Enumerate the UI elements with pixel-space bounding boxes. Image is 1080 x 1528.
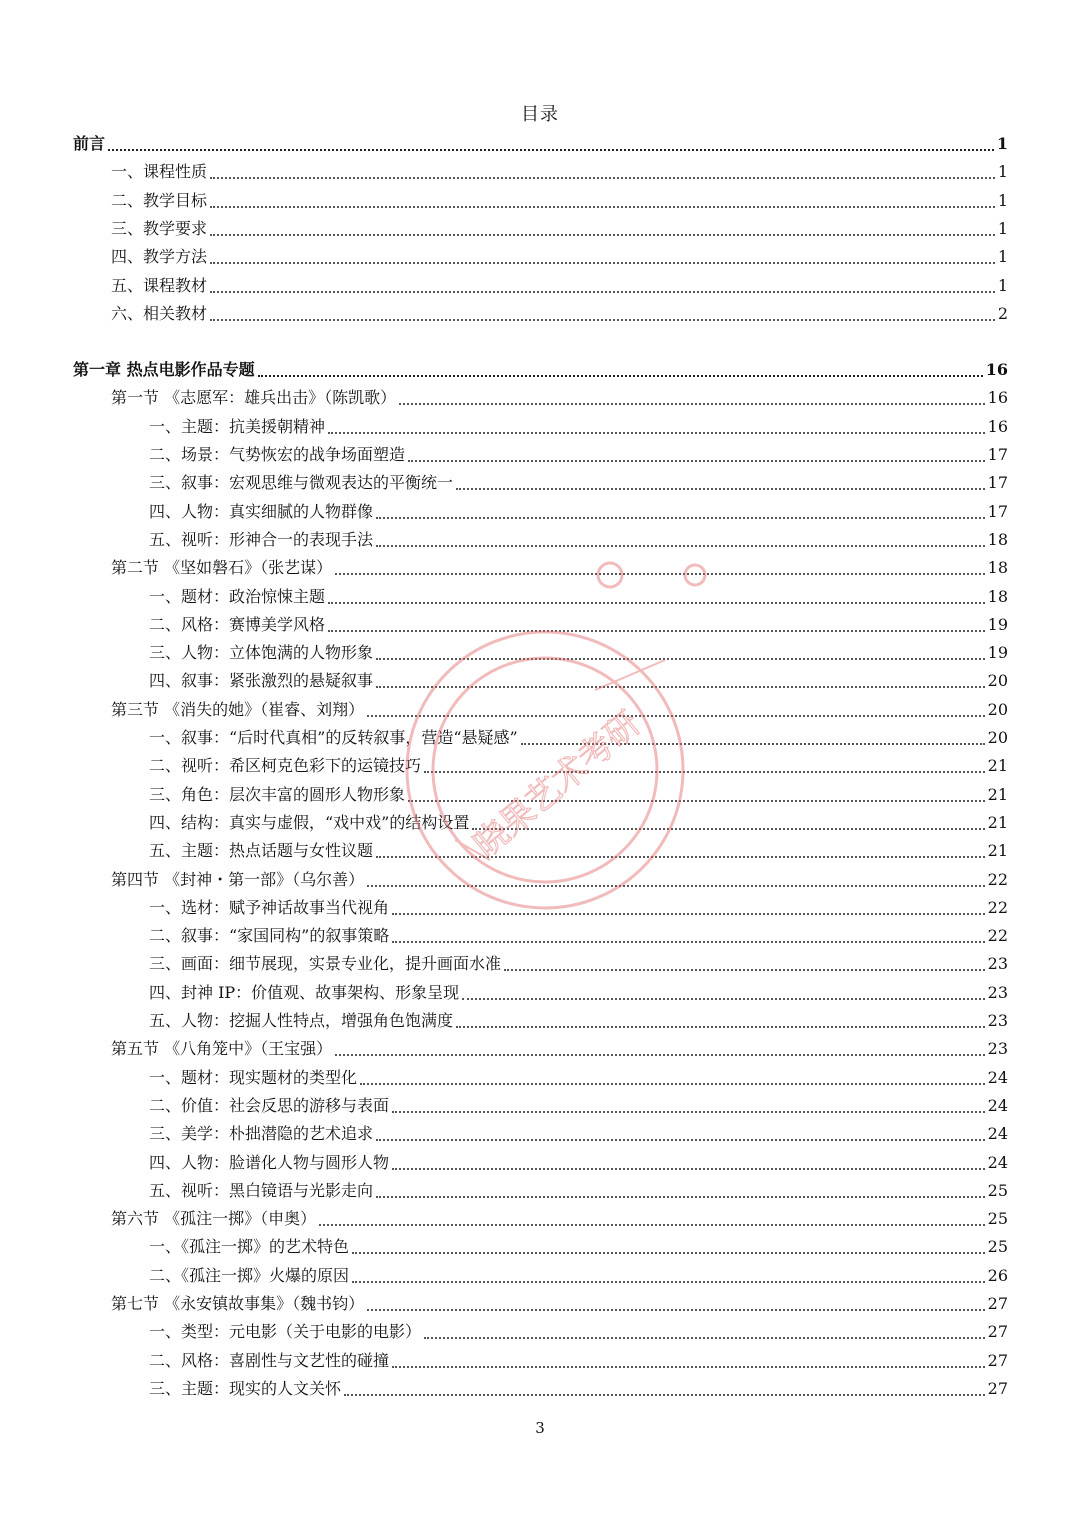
toc-entry-section[interactable] — [111, 1205, 1008, 1233]
toc-entry-page: 18 — [987, 586, 1008, 606]
toc-entry-label: 四、人物：真实细腻的人物群像 — [149, 501, 374, 521]
toc-dot-leader — [376, 658, 985, 660]
toc-entry-page: 18 — [987, 558, 1008, 578]
toc-dot-leader — [462, 998, 984, 1000]
toc-entry-page: 17 — [987, 473, 1008, 493]
toc-entry-label: 一、类型：元电影（关于电影的电影） — [149, 1322, 422, 1342]
toc-entry-item[interactable] — [149, 752, 1008, 780]
toc-entry-page: 23 — [987, 1039, 1008, 1059]
toc-dot-leader — [258, 375, 983, 377]
toc-dot-leader — [108, 149, 994, 151]
toc-dot-leader — [210, 177, 995, 179]
toc-entry-item[interactable] — [149, 894, 1008, 922]
toc-dot-leader — [210, 262, 995, 264]
toc-entry-page: 21 — [987, 812, 1008, 832]
toc-dot-leader — [376, 1139, 985, 1141]
toc-dot-leader — [376, 545, 985, 547]
toc-entry-label: 五、视听：黑白镜语与光影走向 — [149, 1180, 374, 1200]
toc-entry-page: 16 — [987, 388, 1008, 408]
toc-entry-page: 25 — [987, 1180, 1008, 1200]
toc-dot-leader — [210, 234, 995, 236]
toc-entry-page: 16 — [987, 416, 1008, 436]
toc-entry-page: 18 — [987, 529, 1008, 549]
toc-entry-item[interactable] — [149, 441, 1008, 469]
toc-entry-item[interactable] — [149, 526, 1008, 554]
toc-entry-item[interactable] — [149, 837, 1008, 865]
toc-entry-label: 二、《孤注一掷》火爆的原因 — [149, 1265, 350, 1285]
toc-entry-page: 23 — [987, 982, 1008, 1002]
toc-dot-leader — [335, 1054, 985, 1056]
toc-entry-label: 一、主题：抗美援朝精神 — [149, 416, 326, 436]
toc-entry-page: 24 — [987, 1095, 1008, 1115]
toc-dot-leader — [456, 488, 985, 490]
toc-entry-section[interactable] — [111, 158, 1008, 186]
toc-entry-label: 三、教学要求 — [111, 218, 208, 238]
toc-entry-item[interactable] — [149, 1149, 1008, 1177]
toc-entry-section[interactable] — [111, 696, 1008, 724]
toc-entry-item[interactable] — [149, 413, 1008, 441]
toc-entry-page: 20 — [987, 671, 1008, 691]
toc-entry-section[interactable] — [111, 243, 1008, 271]
toc-entry-label: 一、《孤注一掷》的艺术特色 — [149, 1237, 350, 1257]
toc-dot-leader — [328, 602, 985, 604]
toc-entry-page: 21 — [987, 756, 1008, 776]
toc-dot-leader — [376, 686, 985, 688]
toc-entry-label: 五、视听：形神合一的表现手法 — [149, 529, 374, 549]
toc-entry-page: 20 — [987, 699, 1008, 719]
toc-entry-label: 第二节 《坚如磐石》（张艺谋） — [111, 558, 333, 578]
toc-dot-leader — [392, 913, 985, 915]
toc-entry-page: 17 — [987, 445, 1008, 464]
toc-entry-page: 25 — [987, 1237, 1008, 1257]
toc-entry-page: 27 — [987, 1294, 1008, 1313]
toc-entry-label: 三、叙事：宏观思维与微观表达的平衡统一 — [149, 473, 454, 493]
toc-entry-section[interactable] — [111, 1035, 1008, 1063]
toc-entry-item[interactable] — [149, 979, 1008, 1007]
toc-dot-leader — [376, 856, 985, 858]
toc-entry-item[interactable] — [149, 1375, 1008, 1403]
toc-dot-leader — [367, 715, 985, 717]
toc-entry-item[interactable] — [149, 1318, 1008, 1346]
toc-entry-page: 27 — [987, 1322, 1008, 1342]
toc-entry-page: 24 — [987, 1067, 1008, 1087]
toc-entry-page: 24 — [987, 1124, 1008, 1144]
toc-dot-leader — [328, 432, 985, 434]
toc-entry-page: 26 — [987, 1265, 1008, 1285]
toc-entry-section[interactable] — [111, 1290, 1008, 1318]
toc-entry-item[interactable] — [149, 583, 1008, 611]
toc-entry-item[interactable] — [149, 1120, 1008, 1148]
toc-entry-label: 四、人物：脸谱化人物与圆形人物 — [149, 1152, 390, 1172]
toc-entry-page: 23 — [987, 1011, 1008, 1030]
toc-dot-leader — [392, 1366, 985, 1368]
toc-entry-label: 四、封神 IP：价值观、故事架构、形象呈现 — [149, 982, 460, 1002]
toc-entry-page: 1 — [997, 247, 1008, 267]
toc-entry-page: 22 — [987, 869, 1008, 889]
toc-entry-label: 三、美学：朴拙潜隐的艺术追求 — [149, 1124, 374, 1144]
toc-entry-label: 三、角色：层次丰富的圆形人物形象 — [149, 784, 406, 804]
toc-dot-leader — [424, 1337, 985, 1339]
toc-entry-label: 二、视听：希区柯克色彩下的运镜技巧 — [149, 756, 422, 776]
toc-entry-chapter[interactable] — [73, 356, 1008, 384]
toc-entry-item[interactable] — [149, 781, 1008, 809]
toc-entry-item[interactable] — [149, 1092, 1008, 1120]
toc-entry-label: 第一章 热点电影作品专题 — [73, 360, 255, 380]
toc-entry-page: 24 — [987, 1152, 1008, 1172]
toc-dot-leader — [472, 828, 984, 830]
toc-entry-item[interactable] — [149, 639, 1008, 667]
toc-dot-leader — [210, 291, 995, 293]
toc-entry-label: 四、结构：真实与虚假，“戏中戏”的结构设置 — [149, 812, 470, 832]
toc-dot-leader — [392, 1111, 985, 1113]
toc-entry-section[interactable] — [111, 187, 1008, 215]
toc-entry-label: 一、课程性质 — [111, 162, 208, 182]
toc-entry-section[interactable] — [111, 272, 1008, 300]
toc-entry-section[interactable] — [111, 300, 1008, 328]
toc-entry-section[interactable] — [111, 215, 1008, 243]
toc-dot-leader — [367, 1309, 985, 1311]
toc-entry-label: 三、主题：现实的人文关怀 — [149, 1378, 342, 1398]
toc-entry-page: 19 — [987, 614, 1008, 634]
toc-entry-item[interactable] — [149, 809, 1008, 837]
toc-entry-label: 二、场景：气势恢宏的战争场面塑造 — [149, 445, 406, 464]
toc-dot-leader — [408, 800, 985, 802]
toc-entry-page: 19 — [987, 643, 1008, 663]
toc-entry-item[interactable] — [149, 950, 1008, 978]
toc-entry-item[interactable] — [149, 1007, 1008, 1035]
toc-entry-page: 1 — [997, 275, 1008, 295]
toc-entry-label: 第一节 《志愿军：雄兵出击》（陈凯歌） — [111, 388, 397, 408]
toc-entry-label: 第六节 《孤注一掷》（申奥） — [111, 1209, 317, 1229]
toc-entry-label: 第三节 《消失的她》（崔睿、刘翔） — [111, 699, 365, 719]
toc-dot-leader — [408, 460, 985, 462]
toc-dot-leader — [392, 1168, 985, 1170]
toc-entry-section[interactable] — [111, 866, 1008, 894]
toc-entry-label: 四、教学方法 — [111, 247, 208, 267]
toc-entry-label: 第七节 《永安镇故事集》（魏书钧） — [111, 1294, 365, 1313]
toc-entry-item[interactable] — [149, 611, 1008, 639]
toc-entry-label: 一、选材：赋予神话故事当代视角 — [149, 897, 390, 917]
toc-entry-page: 16 — [985, 360, 1008, 380]
toc-entry-label: 二、叙事：“家国同构”的叙事策略 — [149, 926, 390, 946]
toc-entry-page: 1 — [997, 190, 1008, 210]
toc-dot-leader — [360, 1083, 985, 1085]
toc-entry-page: 21 — [987, 784, 1008, 804]
toc-dot-leader — [367, 885, 985, 887]
toc-dot-leader — [328, 630, 985, 632]
toc-entry-label: 第四节 《封神・第一部》（乌尔善） — [111, 869, 365, 889]
toc-entry-item[interactable] — [149, 498, 1008, 526]
toc-entry-page: 17 — [987, 501, 1008, 521]
toc-dot-leader — [344, 1394, 985, 1396]
toc-dot-leader — [392, 941, 984, 943]
toc-entry-page: 1 — [997, 218, 1008, 238]
toc-entry-label: 四、叙事：紧张激烈的悬疑叙事 — [149, 671, 374, 691]
toc-dot-leader — [521, 743, 985, 745]
toc-entry-label: 一、题材：政治惊悚主题 — [149, 586, 326, 606]
toc-entry-page: 22 — [987, 926, 1008, 946]
toc-entry-chapter[interactable] — [73, 130, 1008, 158]
toc-entry-label: 五、课程教材 — [111, 275, 208, 295]
toc-entry-label: 五、人物：挖掘人性特点，增强角色饱满度 — [149, 1011, 454, 1030]
toc-entry-item[interactable] — [149, 1177, 1008, 1205]
toc-entry-label: 三、画面：细节展现，实景专业化，提升画面水准 — [149, 954, 502, 974]
toc-entry-page: 1 — [997, 162, 1008, 182]
toc-dot-leader — [376, 517, 985, 519]
page-number: 3 — [535, 1419, 545, 1437]
toc-entry-label: 二、教学目标 — [111, 190, 208, 210]
toc-entry-page: 22 — [987, 897, 1008, 917]
toc-entry-label: 五、主题：热点话题与女性议题 — [149, 841, 374, 861]
toc-dot-leader — [210, 319, 995, 321]
toc-entry-page: 25 — [987, 1209, 1008, 1229]
toc-dot-leader — [352, 1281, 985, 1283]
toc-entry-item[interactable] — [149, 1233, 1008, 1261]
toc-entry-item[interactable] — [149, 469, 1008, 497]
toc-entry-label: 二、风格：赛博美学风格 — [149, 614, 326, 634]
toc-dot-leader — [424, 771, 985, 773]
toc-dot-leader — [399, 403, 985, 405]
toc-entry-label: 六、相关教材 — [111, 303, 208, 323]
toc-entry-label: 二、风格：喜剧性与文艺性的碰撞 — [149, 1350, 390, 1370]
toc-entry-label: 一、题材：现实题材的类型化 — [149, 1067, 358, 1087]
watermark-text: 晓果艺术考研 — [466, 703, 649, 866]
toc-entry-page: 21 — [987, 841, 1008, 861]
toc-entry-item[interactable] — [149, 922, 1008, 950]
toc-entry-label: 前言 — [73, 134, 106, 153]
toc-dot-leader — [335, 573, 985, 575]
toc-dot-leader — [376, 1196, 985, 1198]
toc-entry-page: 1 — [996, 134, 1008, 153]
toc-entry-page: 23 — [987, 954, 1008, 974]
toc-entry-label: 二、价值：社会反思的游移与表面 — [149, 1095, 390, 1115]
toc-title: 目录 — [521, 104, 559, 125]
toc-dot-leader — [352, 1252, 985, 1254]
toc-dot-leader — [504, 969, 985, 971]
toc-entry-item[interactable] — [149, 1064, 1008, 1092]
toc-entry-page: 2 — [997, 303, 1008, 323]
toc-entry-page: 27 — [987, 1378, 1008, 1398]
toc-entry-page: 20 — [987, 728, 1008, 747]
toc-entry-label: 三、人物：立体饱满的人物形象 — [149, 643, 374, 663]
toc-entry-section[interactable] — [111, 554, 1008, 582]
toc-entry-label: 一、叙事：“后时代真相”的反转叙事，营造“悬疑感” — [149, 728, 518, 747]
toc-dot-leader — [319, 1224, 985, 1226]
toc-entry-page: 27 — [987, 1350, 1008, 1370]
toc-entry-item[interactable] — [149, 667, 1008, 695]
toc-entry-item[interactable] — [149, 724, 1008, 752]
toc-entry-section[interactable] — [111, 384, 1008, 412]
toc-entry-label: 第五节 《八角笼中》（王宝强） — [111, 1039, 333, 1059]
toc-dot-leader — [456, 1026, 985, 1028]
toc-entry-item[interactable] — [149, 1262, 1008, 1290]
toc-entry-item[interactable] — [149, 1347, 1008, 1375]
toc-dot-leader — [210, 206, 995, 208]
